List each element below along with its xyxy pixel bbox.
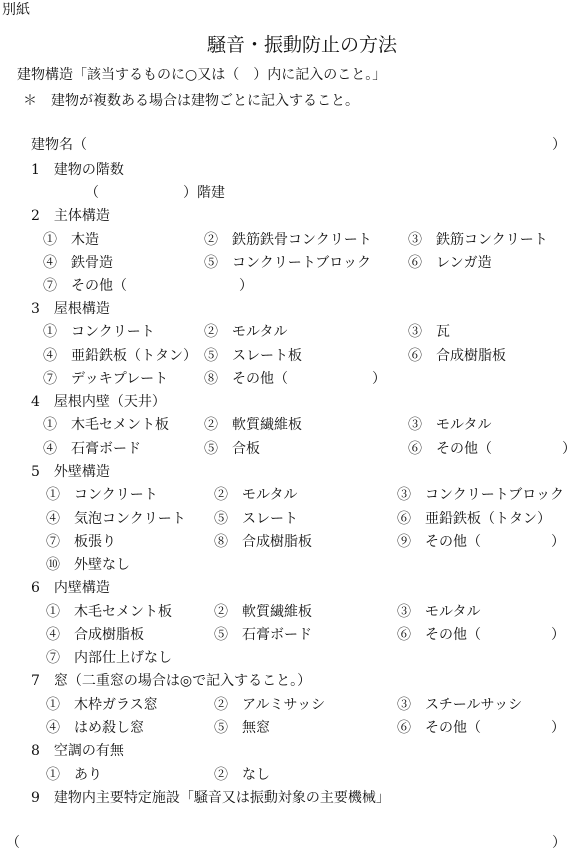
option-item: ⑤ 石膏ボード	[214, 627, 312, 643]
option-item: ⑥ その他（ ）	[397, 627, 565, 643]
option-item: ② モルタル	[214, 487, 298, 503]
option-item: ② 軟質繊維板	[214, 604, 312, 620]
footer-open-paren: （	[6, 835, 20, 851]
option-item: ⑦ 内部仕上げなし	[46, 650, 172, 666]
option-item: ⑤ スレート	[214, 511, 298, 527]
section-7-heading: 7 窓（二重窓の場合は◎で記入すること。）	[31, 673, 312, 689]
option-item: ⑦ 板張り	[46, 534, 116, 550]
section-4-heading: 4 屋根内壁（天井）	[31, 394, 166, 410]
option-item: ② モルタル	[204, 324, 288, 340]
section-3-heading: 3 屋根構造	[31, 301, 110, 317]
option-item: ① 木毛セメント板	[43, 417, 169, 433]
floors-field: （ ）階建	[85, 185, 225, 201]
option-item: ③ コンクリートブロック	[397, 487, 565, 503]
option-item: ① コンクリート	[46, 487, 158, 503]
option-item: ④ 合成樹脂板	[46, 627, 144, 643]
option-item: ④ はめ殺し窓	[46, 720, 144, 736]
option-item: ⑥ その他（ ）	[397, 720, 565, 736]
instruction-line-2: ＊ 建物が複数ある場合は建物ごとに記入すること。	[23, 93, 359, 109]
instruction-line-1: 建物構造「該当するものに○又は（ ）内に記入のこと。」	[17, 67, 387, 83]
option-item: ③ モルタル	[397, 604, 481, 620]
option-item: ⑦ デッキプレート	[43, 371, 169, 387]
section-9-heading: 9 建物内主要特定施設「騒音又は振動対象の主要機械」	[31, 790, 390, 806]
option-item: ⑩ 外壁なし	[46, 557, 130, 573]
option-item: ⑦ その他（ ）	[43, 278, 253, 294]
section-6-heading: 6 内壁構造	[31, 580, 110, 596]
option-item: ⑧ その他（ ）	[204, 371, 386, 387]
option-item: ① コンクリート	[43, 324, 155, 340]
building-name-label: 建物名（	[31, 137, 87, 153]
section-1-heading: 1 建物の階数	[31, 162, 124, 178]
option-item: ⑥ 亜鉛鉄板（トタン）	[397, 511, 551, 527]
option-item: ③ 鉄筋コンクリート	[408, 232, 548, 248]
option-item: ⑧ 合成樹脂板	[214, 534, 312, 550]
annex-label: 別紙	[2, 2, 30, 18]
option-item: ② なし	[214, 767, 270, 783]
option-item: ⑤ 無窓	[214, 720, 270, 736]
option-item: ① 木造	[43, 232, 99, 248]
option-item: ④ 石膏ボード	[43, 441, 141, 457]
option-item: ③ スチールサッシ	[397, 697, 523, 713]
option-item: ② 鉄筋鉄骨コンクリート	[204, 232, 372, 248]
option-item: ⑤ コンクリートブロック	[204, 255, 372, 271]
option-item: ⑥ レンガ造	[408, 255, 492, 271]
footer-close-paren: ）	[552, 835, 566, 851]
option-item: ③ モルタル	[408, 417, 492, 433]
option-item: ③ 瓦	[408, 324, 450, 340]
option-item: ④ 鉄骨造	[43, 255, 113, 271]
option-item: ④ 亜鉛鉄板（トタン）	[43, 348, 197, 364]
option-item: ② 軟質繊維板	[204, 417, 302, 433]
section-5-heading: 5 外壁構造	[31, 464, 110, 480]
option-item: ② アルミサッシ	[214, 697, 326, 713]
option-item: ⑤ 合板	[204, 441, 260, 457]
option-item: ⑨ その他（ ）	[397, 534, 565, 550]
option-item: ① 木枠ガラス窓	[46, 697, 158, 713]
option-item: ⑤ スレート板	[204, 348, 302, 364]
section-2-heading: 2 主体構造	[31, 208, 110, 224]
option-item: ④ 気泡コンクリート	[46, 511, 186, 527]
section-8-heading: 8 空調の有無	[31, 743, 124, 759]
building-name-close: ）	[552, 137, 566, 153]
option-item: ⑥ その他（ ）	[408, 441, 576, 457]
page-title: 騒音・振動防止の方法	[207, 34, 398, 56]
option-item: ① 木毛セメント板	[46, 604, 172, 620]
option-item: ⑥ 合成樹脂板	[408, 348, 506, 364]
option-item: ① あり	[46, 767, 102, 783]
